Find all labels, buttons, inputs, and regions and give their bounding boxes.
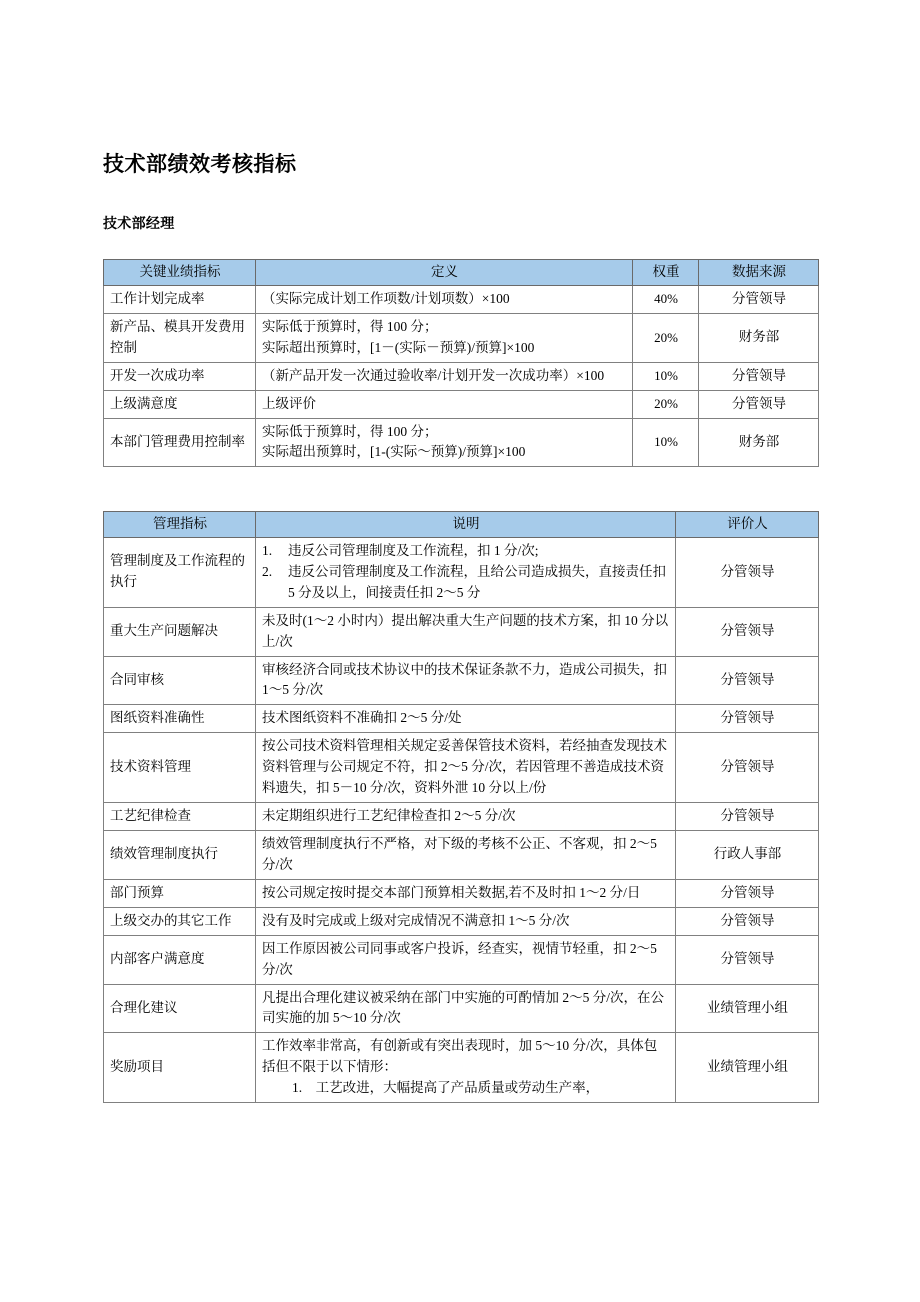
kpi-definition-line: 上级评价 (262, 395, 316, 411)
mgmt-indicator: 上级交办的其它工作 (104, 907, 256, 935)
mgmt-description-main: 工作效率非常高，有创新或有突出表现时，加 5～10 分/次，具体包括但不限于以下情形： (262, 1038, 658, 1075)
kpi-definition-line: 实际低于预算时，得 100 分； (262, 423, 438, 439)
mgmt-description-subitem: 1. 工艺改进，大幅提高了产品质量或劳动生产率， (292, 1080, 600, 1096)
mgmt-description: 技术图纸资料不准确扣 2～5 分/处 (256, 705, 676, 733)
mgmt-header-evaluator: 评价人 (676, 512, 819, 538)
list-item: 违反公司管理制度及工作流程，扣 1 分/次; (288, 542, 539, 558)
kpi-definition (256, 362, 633, 390)
kpi-indicator: 开发一次成功率 (104, 362, 256, 390)
kpi-source: 分管领导 (699, 390, 819, 418)
table-row (104, 656, 819, 705)
kpi-definition-line: 实际低于预算时，得 100 分； (262, 318, 438, 334)
table-row (104, 984, 819, 1033)
table-row (104, 879, 819, 907)
kpi-indicator: 工作计划完成率 (104, 285, 256, 313)
kpi-definition-line: 实际超出预算时，[1-(实际～预算)/预算]×100 (262, 444, 526, 460)
mgmt-evaluator: 分管领导 (676, 733, 819, 803)
kpi-indicator: 上级满意度 (104, 390, 256, 418)
table-row (104, 537, 819, 607)
kpi-header-weight: 权重 (633, 260, 699, 286)
mgmt-description: 按公司规定按时提交本部门预算相关数据,若不及时扣 1～2 分/日 (256, 879, 676, 907)
kpi-weight: 20% (633, 313, 699, 362)
mgmt-indicator: 奖励项目 (104, 1033, 256, 1103)
mgmt-evaluator: 分管领导 (676, 879, 819, 907)
page-subtitle: 技术部经理 (103, 215, 175, 231)
kpi-header-definition: 定义 (256, 260, 633, 286)
mgmt-indicator: 工艺纪律检查 (104, 803, 256, 831)
mgmt-description: 没有及时完成或上级对完成情况不满意扣 1～5 分/次 (256, 907, 676, 935)
table-row (104, 418, 819, 467)
kpi-header-source: 数据来源 (699, 260, 819, 286)
table-row (104, 285, 819, 313)
mgmt-evaluator: 分管领导 (676, 656, 819, 705)
mgmt-indicator: 技术资料管理 (104, 733, 256, 803)
table-row (104, 705, 819, 733)
table-row (104, 362, 819, 390)
kpi-definition-line: （实际完成计划工作项数/计划项数）×100 (262, 290, 510, 306)
mgmt-header-indicator: 管理指标 (104, 512, 256, 538)
table-row (104, 830, 819, 879)
mgmt-indicator: 管理制度及工作流程的执行 (104, 537, 256, 607)
kpi-table-header-row (104, 260, 819, 286)
mgmt-description: 因工作原因被公司同事或客户投诉，经查实，视情节轻重，扣 2～5 分/次 (256, 935, 676, 984)
mgmt-evaluator: 行政人事部 (676, 830, 819, 879)
mgmt-description: 凡提出合理化建议被采纳在部门中实施的可酌情加 2～5 分/次，在公司实施的加 5～10 分/次 (256, 984, 676, 1033)
kpi-indicator: 新产品、模具开发费用控制 (104, 313, 256, 362)
mgmt-evaluator: 分管领导 (676, 705, 819, 733)
kpi-weight: 20% (633, 390, 699, 418)
mgmt-description: 审核经济合同或技术协议中的技术保证条款不力，造成公司损失，扣 1～5 分/次 (256, 656, 676, 705)
kpi-header-indicator: 关键业绩指标 (104, 260, 256, 286)
kpi-source: 财务部 (699, 313, 819, 362)
mgmt-description: 按公司技术资料管理相关规定妥善保管技术资料，若经抽查发现技术资料管理与公司规定不符，扣 2～5 分/次，若因管理不善造成技术资料遗失，扣 5－10 分/次，资料外泄 10 分以上/份 (256, 733, 676, 803)
table-row (104, 607, 819, 656)
management-table (103, 511, 819, 1103)
kpi-definition (256, 313, 633, 362)
kpi-definition-line: 实际超出预算时，[1－(实际－预算)/预算]×100 (262, 339, 535, 355)
table-row (104, 803, 819, 831)
mgmt-description: 未及时(1～2 小时内）提出解决重大生产问题的技术方案，扣 10 分以上/次 (256, 607, 676, 656)
kpi-source: 分管领导 (699, 362, 819, 390)
mgmt-header-description: 说明 (256, 512, 676, 538)
mgmt-evaluator: 业绩管理小组 (676, 1033, 819, 1103)
mgmt-indicator: 部门预算 (104, 879, 256, 907)
mgmt-evaluator: 分管领导 (676, 607, 819, 656)
mgmt-indicator: 图纸资料准确性 (104, 705, 256, 733)
mgmt-evaluator: 分管领导 (676, 803, 819, 831)
mgmt-evaluator: 分管领导 (676, 935, 819, 984)
mgmt-description (256, 537, 676, 607)
table-row (104, 935, 819, 984)
kpi-source: 分管领导 (699, 285, 819, 313)
kpi-weight: 40% (633, 285, 699, 313)
kpi-definition-line: （新产品开发一次通过验收率/计划开发一次成功率）×100 (262, 367, 605, 383)
table-row (104, 733, 819, 803)
kpi-source: 财务部 (699, 418, 819, 467)
mgmt-description-list (262, 541, 670, 604)
mgmt-evaluator: 分管领导 (676, 907, 819, 935)
table-row (104, 1033, 819, 1103)
table-row (104, 907, 819, 935)
kpi-weight: 10% (633, 418, 699, 467)
mgmt-indicator: 重大生产问题解决 (104, 607, 256, 656)
mgmt-evaluator: 业绩管理小组 (676, 984, 819, 1033)
mgmt-indicator: 合同审核 (104, 656, 256, 705)
kpi-table (103, 259, 819, 467)
mgmt-description (256, 1033, 676, 1103)
table-row (104, 313, 819, 362)
list-item: 违反公司管理制度及工作流程，且给公司造成损失，直接责任扣 5 分及以上，间接责任扣 2～5 分 (288, 563, 666, 600)
mgmt-indicator: 内部客户满意度 (104, 935, 256, 984)
table-row (104, 390, 819, 418)
kpi-definition (256, 418, 633, 467)
mgmt-description: 未定期组织进行工艺纪律检查扣 2～5 分/次 (256, 803, 676, 831)
kpi-definition (256, 285, 633, 313)
mgmt-description: 绩效管理制度执行不严格，对下级的考核不公正、不客观，扣 2～5 分/次 (256, 830, 676, 879)
mgmt-evaluator: 分管领导 (676, 537, 819, 607)
mgmt-indicator: 绩效管理制度执行 (104, 830, 256, 879)
page-title: 技术部绩效考核指标 (103, 153, 297, 176)
kpi-weight: 10% (633, 362, 699, 390)
kpi-definition (256, 390, 633, 418)
kpi-indicator: 本部门管理费用控制率 (104, 418, 256, 467)
mgmt-indicator: 合理化建议 (104, 984, 256, 1033)
management-table-header-row (104, 512, 819, 538)
